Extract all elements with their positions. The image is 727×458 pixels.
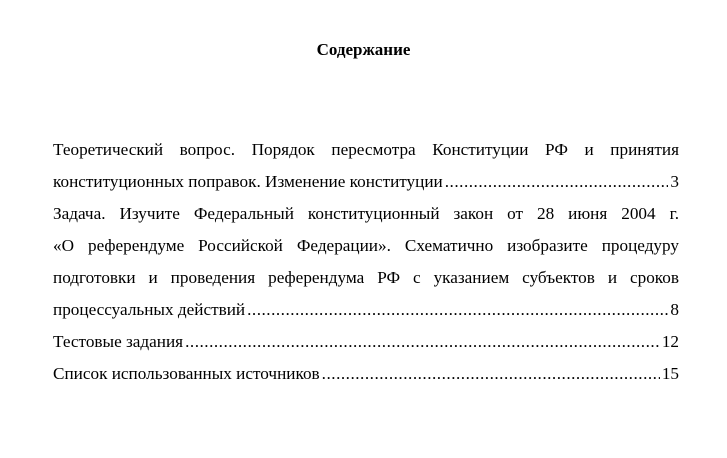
toc-entry-task	[53, 198, 679, 326]
toc-entry-last-line	[53, 294, 679, 326]
dot-leader	[445, 166, 669, 198]
toc-entry-line: Тестовые задания	[53, 332, 184, 351]
dot-leader	[322, 358, 660, 390]
toc-entry-line: Список использованных источников	[53, 364, 320, 383]
toc-page-number: 8	[670, 300, 679, 319]
toc-entry-sources	[53, 358, 679, 390]
toc-entry-last-line	[53, 326, 679, 358]
table-of-contents	[53, 134, 679, 390]
toc-entry-theory	[53, 134, 679, 198]
toc-entry-last-line	[53, 358, 679, 390]
toc-title: Содержание	[316, 40, 411, 59]
toc-entry-line: «О референдуме Российской Федерации». Схематично изобразите процедуру	[53, 236, 679, 255]
toc-entry-last-line	[53, 166, 679, 198]
toc-entry-line: конституционных поправок. Изменение конституции	[53, 172, 443, 191]
dot-leader	[247, 294, 668, 326]
dot-leader	[185, 326, 660, 358]
toc-page-number: 15	[661, 364, 679, 383]
toc-page-number: 3	[670, 172, 679, 191]
toc-entry-line: процессуальных действий	[53, 300, 246, 319]
toc-entry-line: Теоретический вопрос. Порядок пересмотра Конституции РФ и принятия	[53, 140, 679, 159]
toc-entry-line: подготовки и проведения референдума РФ с указанием субъектов и сроков	[53, 268, 679, 287]
toc-entry-tests	[53, 326, 679, 358]
toc-page-number: 12	[661, 332, 679, 351]
toc-entry-line: Задача. Изучите Федеральный конституционный закон от 28 июня 2004 г.	[53, 204, 679, 223]
